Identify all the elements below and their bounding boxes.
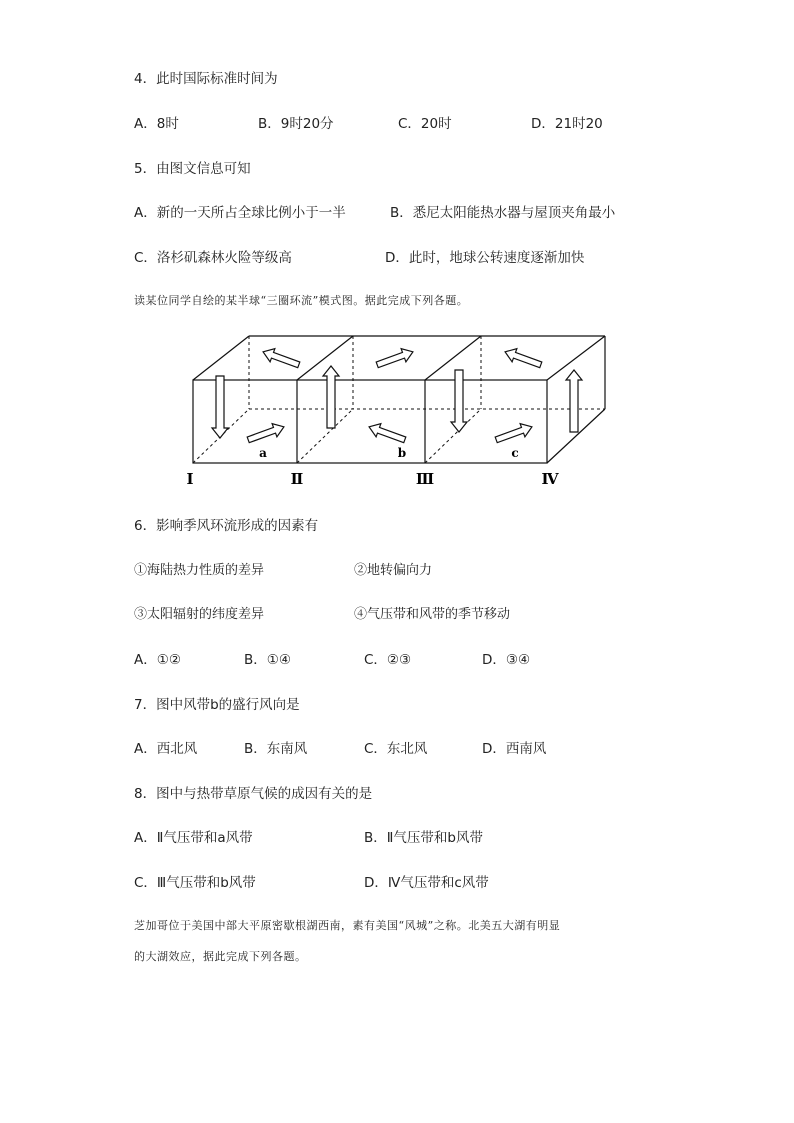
q5-option-a: A．新的一天所占全球比例小于一半: [134, 205, 346, 221]
top-arrow-cell2-right: [375, 345, 415, 371]
q4-option-a: A．8时: [134, 116, 179, 132]
section-intro-circulation: 读某位同学自绘的某半球“三圈环流”模式图。据此完成下列各题。: [134, 294, 469, 307]
q6-item-3: ③太阳辐射的纬度差异: [134, 607, 265, 622]
q4-option-d: D．21时20: [531, 116, 603, 132]
q7-option-c: C．东北风: [364, 741, 428, 757]
surface-arrow-b: [367, 420, 407, 446]
wind-band-label-b: b: [397, 446, 407, 460]
q5-option-b: B．悉尼太阳能热水器与屋顶夹角最小: [390, 205, 616, 221]
box-front-face: [193, 380, 547, 463]
top-arrow-cell3-left: [503, 345, 543, 371]
q6-option-a: A．①②: [134, 652, 181, 668]
q6-item-1: ①海陆热力性质的差异: [134, 563, 265, 578]
vertical-arrow-ii-up: [323, 366, 339, 428]
q6-item-2: ②地转偏向力: [354, 563, 433, 578]
question-4-stem: 4．此时国际标准时间为: [134, 71, 278, 87]
section-intro-chicago-line1: 芝加哥位于美国中部大平原密歇根湖西南，素有美国“风城”之称。北美五大湖有明显: [134, 919, 561, 932]
q6-option-b: B．①④: [244, 652, 291, 668]
boundary-label-iii: Ⅲ: [415, 470, 435, 488]
wind-band-label-a: a: [259, 446, 267, 460]
q8-option-b: B．Ⅱ气压带和b风带: [364, 830, 483, 846]
question-5-stem: 5．由图文信息可知: [134, 161, 251, 177]
question-8-stem: 8．图中与热带草原气候的成因有关的是: [134, 786, 373, 802]
q6-option-d: D．③④: [482, 652, 531, 668]
q4-option-b: B．9时20分: [258, 116, 334, 132]
top-arrow-cell1-left: [261, 345, 301, 371]
boundary-label-ii: Ⅱ: [290, 470, 304, 488]
wind-band-label-c: c: [511, 446, 519, 460]
q4-option-c: C．20时: [398, 116, 452, 132]
vertical-arrow-i-down: [212, 376, 228, 438]
q8-option-c: C．Ⅲ气压带和b风带: [134, 875, 256, 891]
q8-option-a: A．Ⅱ气压带和a风带: [134, 830, 253, 846]
three-cell-circulation-diagram: [180, 330, 620, 490]
q5-option-c: C．洛杉矶森林火险等级高: [134, 250, 292, 266]
question-7-stem: 7．图中风带b的盛行风向是: [134, 697, 300, 713]
q6-option-c: C．②③: [364, 652, 412, 668]
q7-option-b: B．东南风: [244, 741, 308, 757]
boundary-label-iv: Ⅳ: [541, 470, 559, 488]
q7-option-a: A．西北风: [134, 741, 198, 757]
vertical-arrow-iii-down: [451, 370, 467, 432]
question-6-stem: 6．影响季风环流形成的因素有: [134, 518, 319, 534]
boundary-label-i: Ⅰ: [186, 470, 194, 488]
q5-option-d: D．此时，地球公转速度逐渐加快: [385, 250, 585, 266]
q6-item-4: ④气压带和风带的季节移动: [354, 607, 511, 622]
vertical-arrow-iv-up: [566, 370, 582, 432]
section-intro-chicago-line2: 的大湖效应，据此完成下列各题。: [134, 950, 307, 963]
q8-option-d: D．Ⅳ气压带和c风带: [364, 875, 489, 891]
surface-arrow-c: [494, 420, 534, 446]
q7-option-d: D．西南风: [482, 741, 547, 757]
surface-arrow-a: [246, 420, 286, 446]
